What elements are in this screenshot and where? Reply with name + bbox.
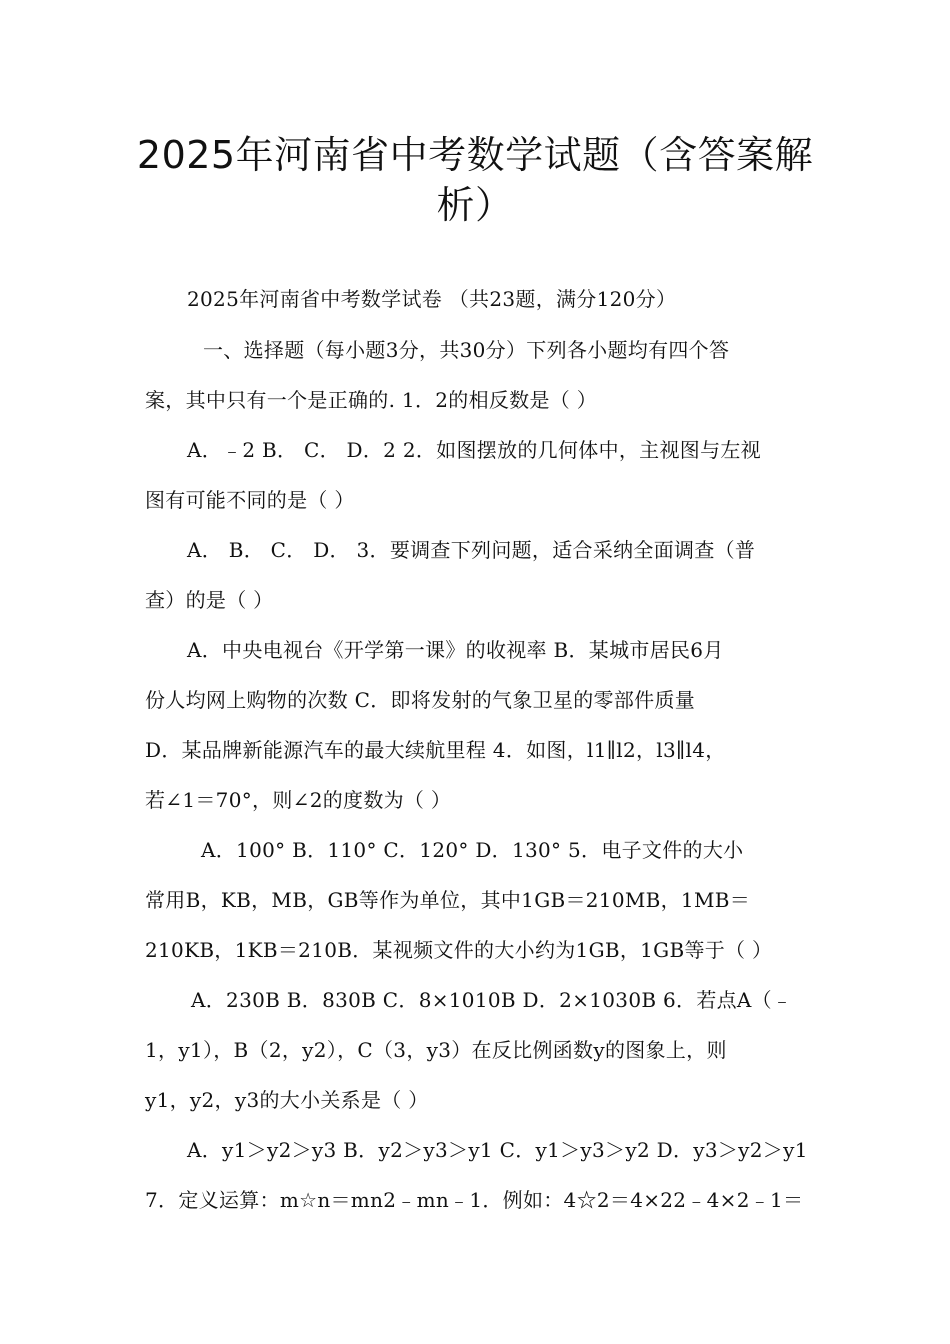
document-title-line-2: 析） <box>436 183 514 227</box>
body-text-line: 案，其中只有一个是正确的. 1．2的相反数是（ ） <box>145 388 598 412</box>
document-title-line-1: 2025年河南省中考数学试题（含答案解 <box>136 133 814 177</box>
body-text-line: 查）的是（ ） <box>145 588 274 612</box>
section-intro-line: 一、选择题（每小题3分，共30分）下列各小题均有四个答 <box>203 338 730 362</box>
body-text-line: A．230B B．830B C．8×1010B D．2×1030B 6．若点A（﹣ <box>191 988 793 1012</box>
body-text-line: 份人均网上购物的次数 C．即将发射的气象卫星的零部件质量 <box>145 688 696 712</box>
body-text-line: A． B． C． D． 3．要调查下列问题，适合采纳全面调查（普 <box>187 538 756 562</box>
body-text-line: 常用B，KB，MB，GB等作为单位，其中1GB＝210MB，1MB＝ <box>145 888 751 912</box>
exam-header-line: 2025年河南省中考数学试卷 （共23题，满分120分） <box>187 287 677 311</box>
body-text-line: A．﹣2 B． C． D．2 2．如图摆放的几何体中，主视图与左视 <box>187 438 761 462</box>
body-text-line: 图有可能不同的是（ ） <box>145 488 355 512</box>
body-text-line: A．100° B．110° C．120° D．130° 5．电子文件的大小 <box>201 838 744 862</box>
body-text-line: 1，y1），B（2，y2），C（3，y3）在反比例函数y的图象上，则 <box>145 1038 727 1062</box>
body-text-line: A．中央电视台《开学第一课》的收视率 B．某城市居民6月 <box>187 638 724 662</box>
body-text-line: 210KB，1KB＝210B．某视频文件的大小约为1GB，1GB等于（ ） <box>145 938 773 962</box>
body-text-line: 7．定义运算：m☆n＝mn2﹣mn﹣1．例如：4☆2＝4×22﹣4×2﹣1＝ <box>145 1188 804 1212</box>
body-text-line: A．y1＞y2＞y3 B．y2＞y3＞y1 C．y1＞y3＞y2 D．y3＞y2＞y1 <box>187 1138 808 1162</box>
body-text-line: D．某品牌新能源汽车的最大续航里程 4．如图，l1∥l2，l3∥l4， <box>145 738 726 762</box>
body-text-line: 若∠1＝70°，则∠2的度数为（ ） <box>145 788 452 812</box>
body-text-line: y1，y2，y3的大小关系是（ ） <box>145 1088 429 1112</box>
